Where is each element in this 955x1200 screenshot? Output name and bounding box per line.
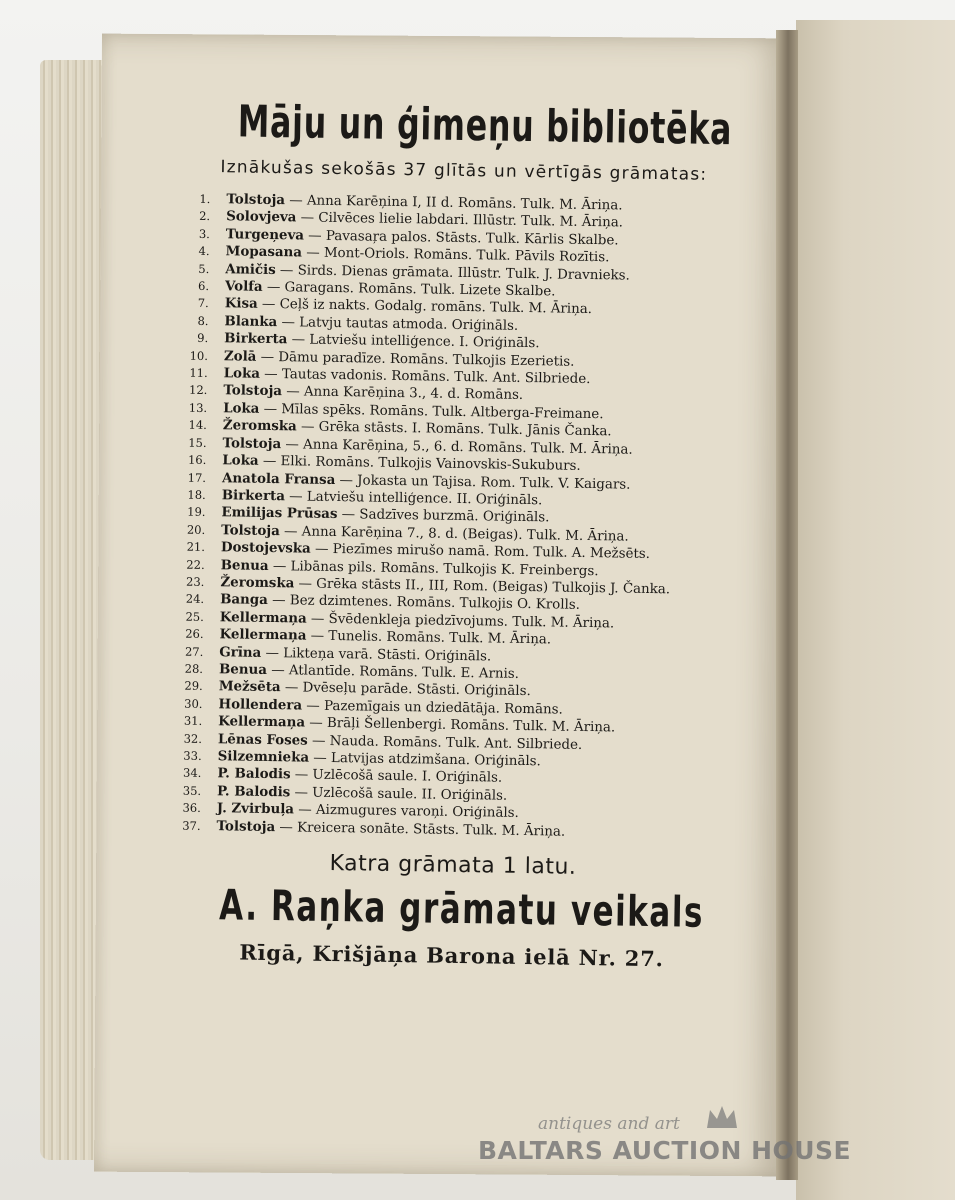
book-number: 24.: [185, 592, 205, 607]
book-number: 8.: [197, 313, 209, 328]
book-author: Grīna: [219, 643, 262, 661]
book-number: 22.: [186, 557, 205, 572]
book-number: 17.: [187, 470, 207, 485]
book-description: — Mont-Oriols. Romāns. Tulk. Pāvils Rozītis.: [301, 245, 610, 266]
book-description: — Grēka stāsts II., III, Rom. (Beigas) Tulkojis J. Čanka.: [294, 576, 671, 598]
book-description: — Nauda. Romāns. Tulk. Ant. Silbriede.: [307, 733, 583, 753]
book-description: — Kreicera sonāte. Stāsts. Tulk. M. Āriņa.: [275, 819, 566, 840]
book-number: 3.: [198, 226, 210, 241]
book-author: Tolstoja: [226, 191, 286, 209]
book-number: 15.: [188, 435, 207, 450]
book-number: 11.: [189, 365, 208, 381]
book-number: 32.: [183, 731, 203, 746]
book-number: 28.: [184, 661, 204, 676]
book-description: — Latviešu intelliģence. I. Oriģināls.: [287, 332, 540, 352]
book-author: Loka: [223, 365, 261, 382]
book-author: Hollendera: [218, 695, 303, 714]
book-description: — Latviešu intelliģence. II. Oriģināls.: [284, 489, 543, 509]
book-author: Blanka: [224, 313, 278, 330]
book-description: — Piezīmes mirušo namā. Rom. Tulk. A. Mežsēts.: [310, 541, 651, 563]
book-number: 2.: [199, 209, 211, 224]
book-number: 6.: [197, 278, 210, 294]
publisher-name: A. Raņka grāmatu veikals: [218, 880, 705, 937]
book-description: — Anna Karēņina 3., 4. d. Romāns.: [281, 384, 524, 404]
book-author: Emilijas Prūsas: [221, 504, 338, 523]
book-description: — Bez dzimtenes. Romāns. Tulkojis O. Krolls.: [267, 593, 581, 614]
book-number: 1.: [199, 191, 211, 207]
book-number: 4.: [198, 244, 210, 259]
book-description: — Pavasaŗa palos. Stāsts. Tulk. Kārlis Skalbe.: [303, 228, 619, 249]
book-number: 13.: [188, 400, 208, 415]
book-author: Mežsēta: [218, 678, 281, 696]
book-author: Solovjeva: [226, 208, 297, 226]
price-line: Katra grāmata 1 latu.: [329, 850, 577, 880]
book-description: — Sirds. Dienas grāmata. Illūstr. Tulk. J. Dravnieks.: [275, 262, 630, 284]
book-author: Benua: [218, 661, 268, 678]
book-author: Tolstoja: [222, 434, 282, 452]
book-description: — Ceļš iz nakts. Godalg. romāns. Tulk. M. Āriņa.: [257, 297, 593, 318]
book-author: Volfa: [224, 278, 263, 295]
book-number: 5.: [198, 261, 210, 276]
right-page-edge: [796, 20, 955, 1200]
book-number: 21.: [186, 539, 206, 555]
book-author: Turgeņeva: [225, 226, 305, 244]
book-number: 18.: [187, 487, 206, 502]
book-author: Dostojevska: [220, 539, 311, 557]
book-author: Benua: [220, 556, 269, 574]
page-title: Māju un ģimeņu bibliotēka: [237, 96, 733, 156]
book-number: 20.: [186, 522, 206, 537]
book-description: — Jokasta un Tajisa. Rom. Tulk. V. Kaigars.: [335, 472, 631, 493]
book-author: Loka: [223, 400, 260, 417]
book-author: Tolstoja: [216, 817, 276, 835]
book-description: — Mīlas spēks. Romāns. Tulk. Altberga-Freimane.: [259, 401, 604, 423]
book-description: — Tunelis. Romāns. Tulk. M. Āriņa.: [306, 628, 552, 648]
book-author: Banga: [219, 591, 269, 609]
book-number: 14.: [188, 417, 207, 433]
book-description: — Brāļi Šellenbergi. Romāns. Tulk. M. Āriņa.: [304, 715, 616, 736]
book-description: — Libānas pils. Romāns. Tulkojis K. Freinbergs.: [268, 558, 599, 579]
book-author: P. Balodis: [217, 765, 291, 783]
book-author: Žeromska: [222, 417, 297, 435]
book-author: P. Balodis: [216, 783, 291, 801]
book-description: — Likteņa varā. Stāsti. Oriģināls.: [261, 645, 492, 665]
book-author: Birkerta: [221, 487, 286, 505]
watermark-brand: BALTARS AUCTION HOUSE: [478, 1136, 852, 1165]
book-author: Kellermaņa: [219, 608, 307, 627]
book-description: — Anna Karēņina 7., 8. d. (Beigas). Tulk. M. Āriņa.: [279, 523, 629, 545]
book-number: 27.: [184, 644, 204, 659]
book-number: 37.: [182, 818, 201, 833]
book-author: Birkerta: [224, 330, 288, 348]
book-author: Kisa: [224, 295, 258, 313]
book-author: Amičis: [225, 260, 276, 278]
book-description: — Latvju tautas atmoda. Oriģināls.: [277, 314, 519, 334]
book-number: 12.: [189, 383, 208, 398]
book-description: — Grēka stāsts. I. Romāns. Tulk. Jānis Čanka.: [296, 419, 612, 440]
book-description: — Švēdenkleja piedzīvojums. Tulk. M. Āriņa.: [306, 611, 615, 632]
publisher-address: Rīgā, Krišjāņa Barona ielā Nr. 27.: [239, 939, 664, 972]
book-author: Silzemnieka: [217, 748, 310, 766]
book-number: 10.: [189, 348, 209, 363]
book-number: 31.: [183, 713, 203, 729]
book-description: — Uzlēcošā saule. II. Oriģināls.: [290, 785, 508, 804]
book-description: — Garagans. Romāns. Tulk. Lizete Skalbe.: [262, 279, 556, 300]
book-author: Kellermaņa: [219, 626, 307, 644]
book-author: Zolā: [223, 347, 257, 365]
book-description: — Atlantīde. Romāns. Tulk. E. Arnis.: [266, 662, 520, 682]
book-number: 33.: [183, 748, 202, 763]
book-description: — Sadzīves burzmā. Oriģināls.: [337, 507, 550, 526]
book-number: 35.: [182, 783, 202, 798]
book-number: 25.: [185, 609, 204, 624]
book-number: 19.: [187, 505, 206, 520]
book-author: Tolstoja: [221, 521, 280, 539]
book-description: — Pazemīgais un dziedātāja. Romāns.: [301, 698, 563, 718]
book-number: 23.: [185, 574, 205, 589]
book-list: [138, 190, 778, 844]
book-author: Žeromska: [220, 574, 295, 592]
book-gutter: [776, 30, 798, 1180]
book-description: — Latvijas atdzimšana. Oriģināls.: [308, 750, 541, 770]
book-author: Lēnas Foses: [217, 730, 308, 749]
book-number: 36.: [182, 800, 201, 816]
book-number: 29.: [184, 679, 203, 694]
book-author: Loka: [222, 452, 259, 469]
book-number: 7.: [197, 296, 209, 311]
book-author: J. Zvirbuļa: [216, 800, 295, 818]
book-description: — Uzlēcošā saule. I. Oriģināls.: [290, 767, 503, 787]
book-description: — Tautas vadonis. Romāns. Tulk. Ant. Silbriede.: [259, 366, 591, 388]
book-description: — Dvēseļu parāde. Stāsti. Oriģināls.: [280, 680, 531, 700]
list-intro: Iznākušas sekošās 37 glītās un vērtīgās grāmatas:: [220, 157, 708, 185]
book-number: 34.: [182, 766, 202, 781]
book-description: — Cilvēces lielie labdari. Illūstr. Tulk. M. Āriņa.: [296, 210, 624, 231]
crown-icon: [704, 1102, 740, 1132]
watermark-tagline: antiques and art: [538, 1114, 680, 1134]
watermark: [478, 1106, 878, 1176]
book-number: 16.: [187, 452, 207, 468]
book-description: — Elki. Romāns. Tulkojis Vainovskis-Sukuburs.: [258, 453, 581, 474]
book-description: — Dāmu paradīze. Romāns. Tulkojis Ezerietis.: [256, 349, 575, 370]
book-number: 26.: [185, 626, 204, 642]
book-description: — Aizmugures varoņi. Oriģināls.: [293, 802, 519, 822]
book-number: 30.: [184, 696, 203, 711]
book-description: — Anna Karēņina I, II d. Romāns. Tulk. M. Āriņa.: [284, 193, 623, 214]
book-description: — Anna Karēņina, 5., 6. d. Romāns. Tulk. M. Āriņa.: [281, 436, 633, 458]
page-content: [136, 95, 780, 973]
book-author: Tolstoja: [223, 382, 283, 400]
book-author: Anatola Fransa: [221, 469, 336, 488]
book-author: Mopasana: [225, 243, 303, 261]
book-author: Kellermaņa: [218, 713, 306, 731]
book-number: 9.: [197, 331, 209, 346]
